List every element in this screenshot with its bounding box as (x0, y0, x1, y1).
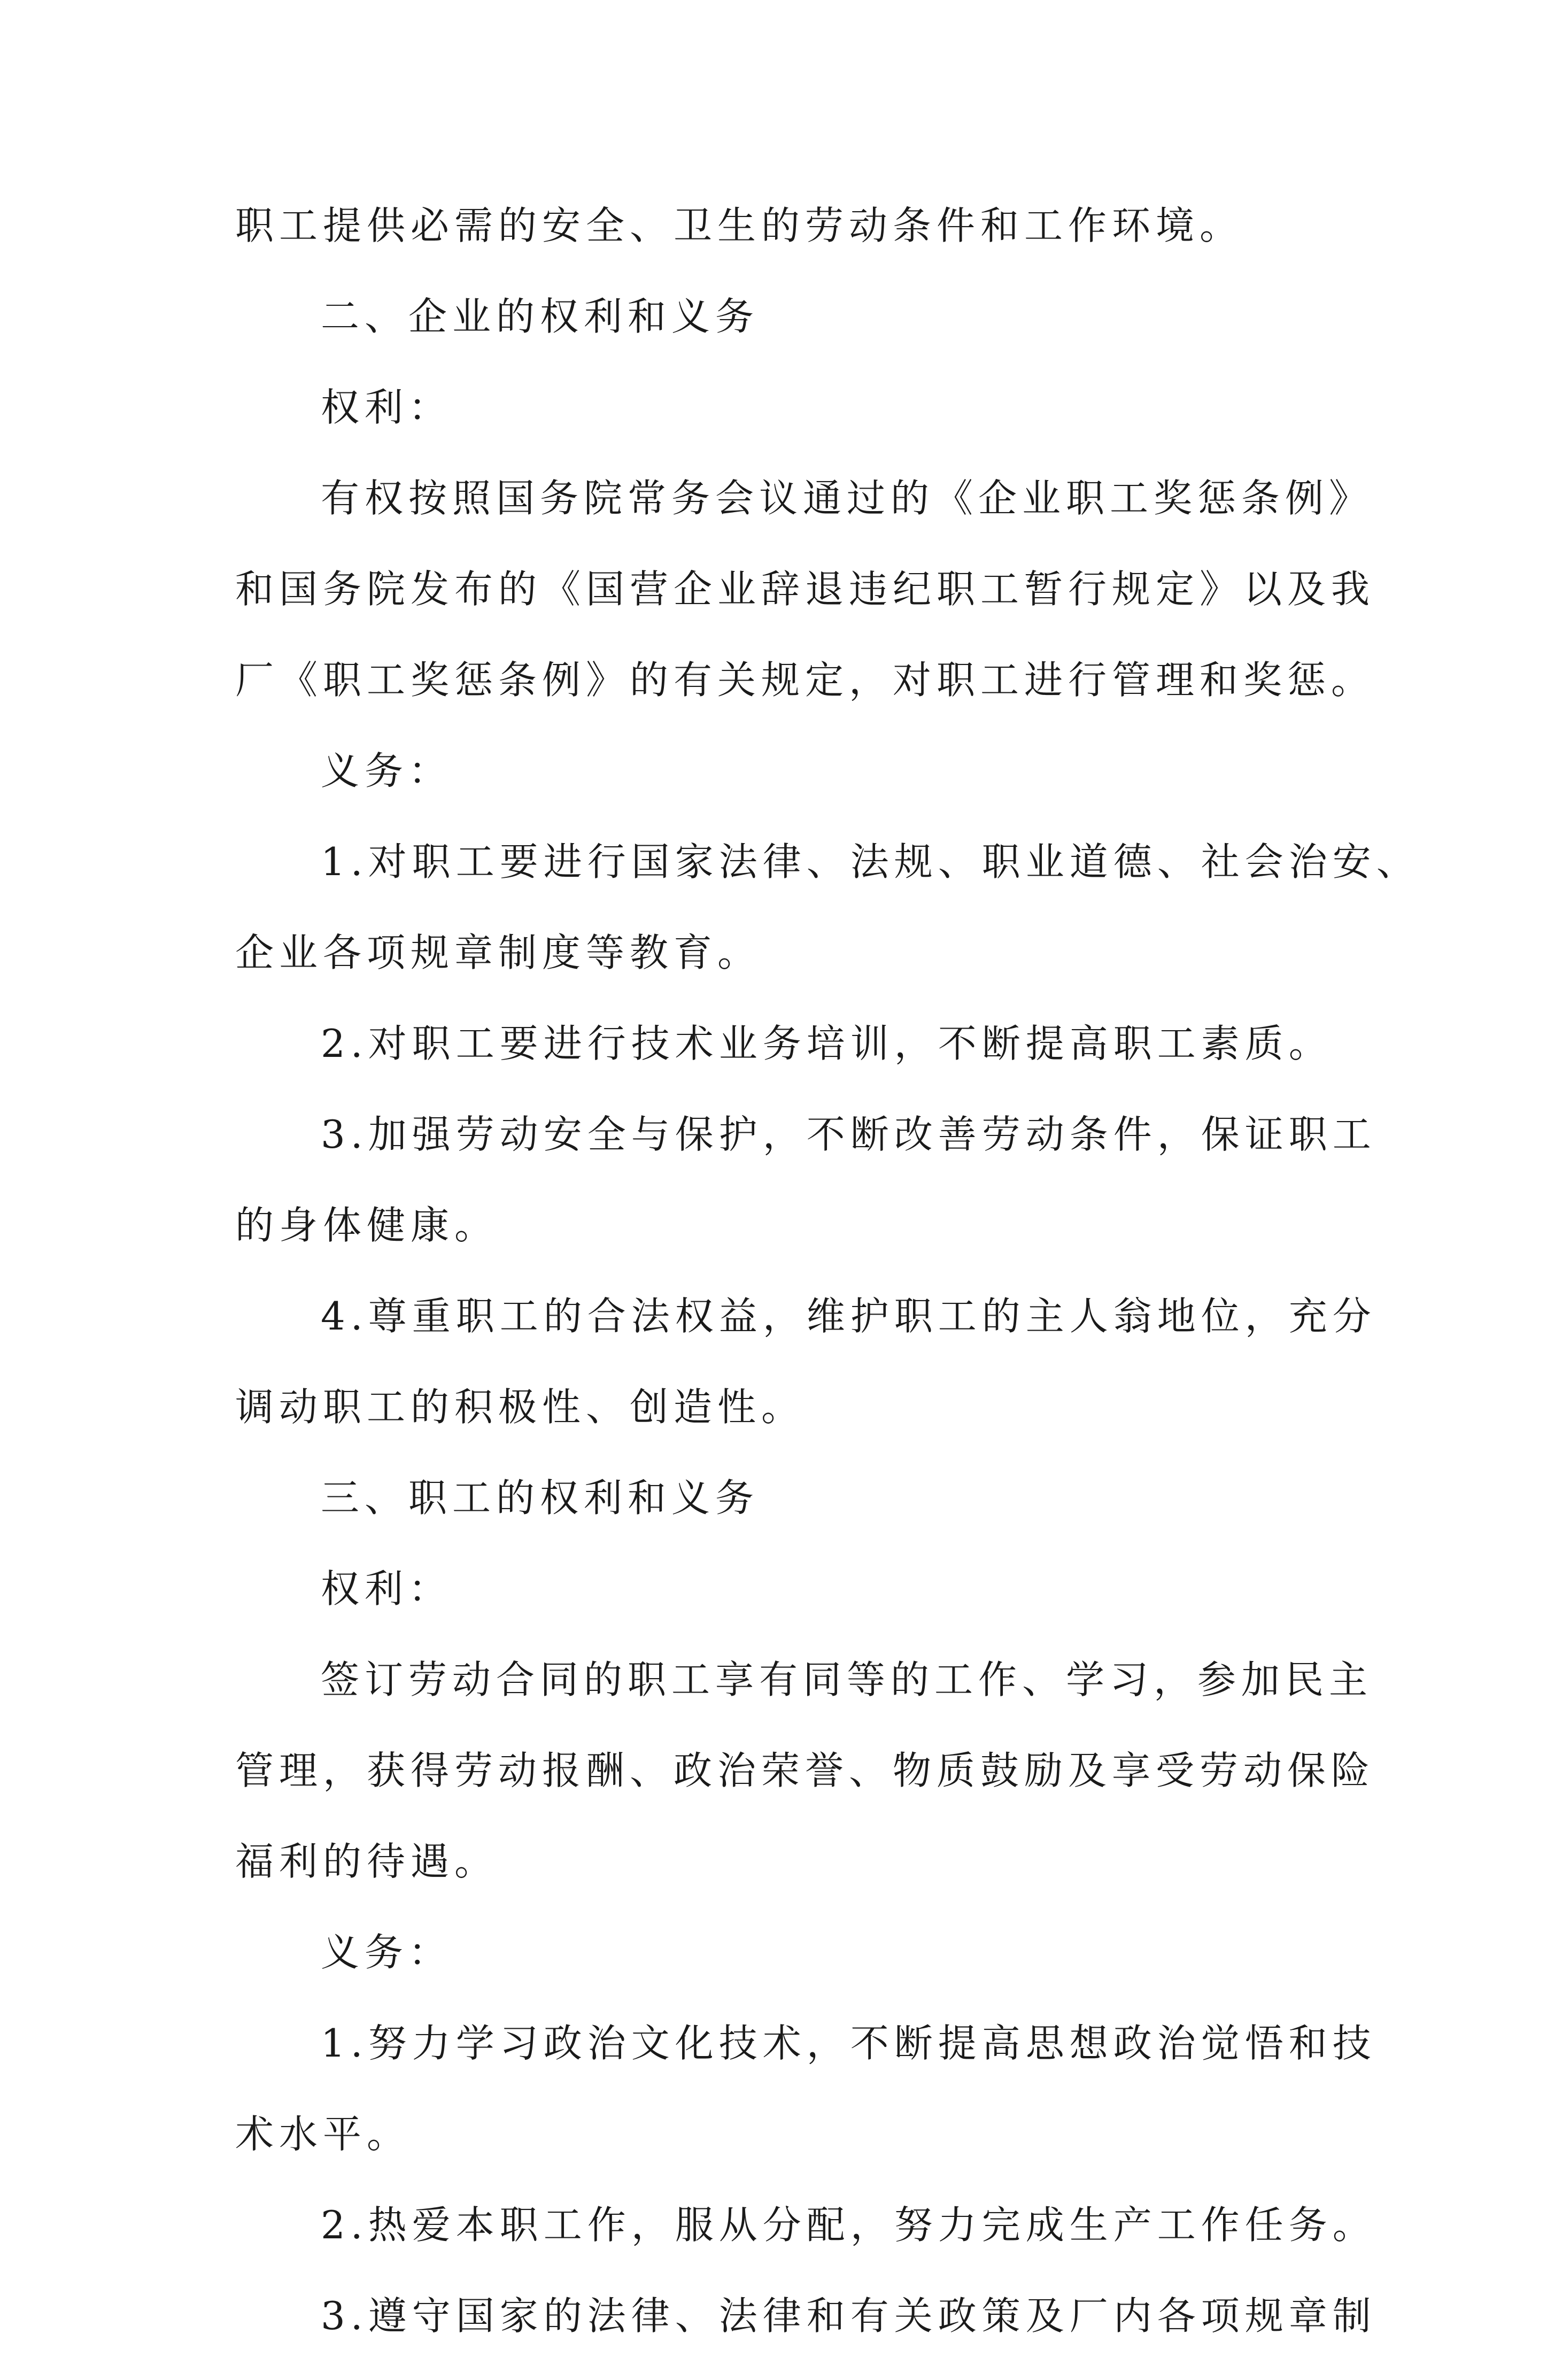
list-item: 1.对职工要进行国家法律、法规、职业道德、社会治安、 (321, 839, 1420, 884)
text-line: 福利的待遇。 (235, 1839, 499, 1884)
list-item: 4.尊重职工的合法权益，维护职工的主人翁地位，充分 (321, 1294, 1376, 1339)
list-item: 1.努力学习政治文化技术，不断提高思想政治觉悟和技 (321, 2021, 1376, 2066)
list-item: 3.遵守国家的法律、法律和有关政策及厂内各项规章制 (321, 2293, 1376, 2338)
text-line: 和国务院发布的《国营企业辞退违纪职工暂行规定》以及我 (235, 567, 1375, 612)
text-line: 术水平。 (235, 2112, 411, 2157)
text-line: 企业各项规章制度等教育。 (235, 930, 762, 975)
subheading-rights: 权利： (321, 385, 453, 430)
text-line: 厂《职工奖惩条例》的有关规定，对职工进行管理和奖惩。 (235, 658, 1375, 702)
text-line: 职工提供必需的安全、卫生的劳动条件和工作环境。 (235, 203, 1244, 248)
document-body (235, 199, 1420, 2380)
list-item: 2.热爱本职工作，服从分配，努力完成生产工作任务。 (321, 2203, 1376, 2247)
text-line: 管理，获得劳动报酬、政治荣誉、物质鼓励及享受劳动保险 (235, 1748, 1375, 1793)
subheading-rights: 权利： (321, 1566, 453, 1611)
text-line: 调动职工的积极性、创造性。 (235, 1385, 806, 1429)
list-item: 3.加强劳动安全与保护，不断改善劳动条件，保证职工 (321, 1112, 1376, 1157)
section-heading: 二、企业的权利和义务 (321, 294, 760, 339)
list-item: 2.对职工要进行技术业务培训，不断提高职工素质。 (321, 1021, 1333, 1066)
section-heading: 三、职工的权利和义务 (321, 1475, 760, 1520)
subheading-obligations: 义务： (321, 1930, 453, 1975)
text-line: 的身体健康。 (235, 1203, 499, 1248)
text-line: 有权按照国务院常务会议通过的《企业职工奖惩条例》 (321, 476, 1373, 521)
text-line: 签订劳动合同的职工享有同等的工作、学习，参加民主 (321, 1657, 1373, 1702)
subheading-obligations: 义务： (321, 748, 453, 793)
